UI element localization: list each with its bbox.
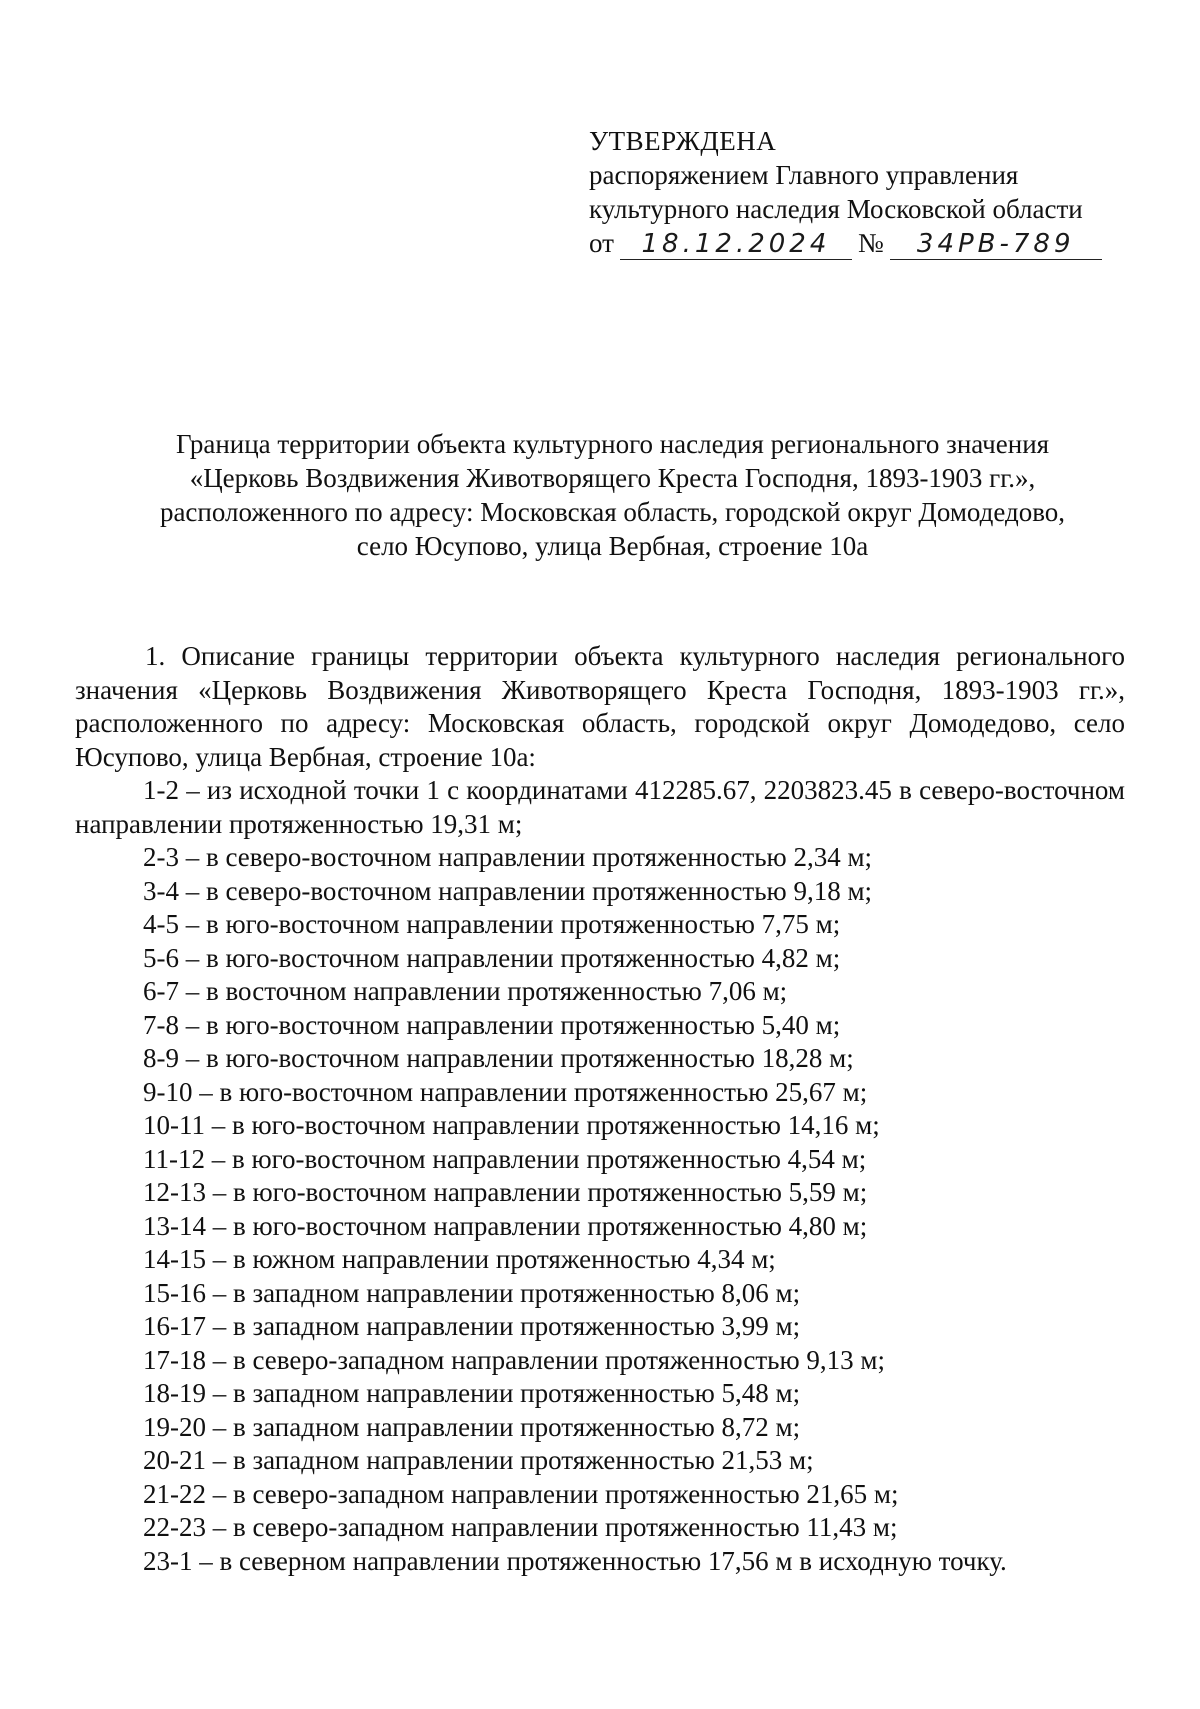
document-title — [120, 427, 1105, 563]
segment-item: 21-22 – в северо-западном направлении протяженностью 21,65 м; — [143, 1478, 899, 1509]
segment-list — [75, 774, 1125, 1578]
title-line-3: расположенного по адресу: Московская область, городской округ Домодедово, — [159, 497, 1066, 527]
title-line-1: Граница территории объекта культурного наследия регионального значения — [175, 429, 1050, 459]
title-line-2: «Церковь Воздвижения Животворящего Креста Господня, 1893-1903 гг.», — [189, 463, 1036, 493]
segment-item: 17-18 – в северо-западном направлении протяженностью 9,13 м; — [143, 1344, 885, 1375]
approval-line-2: культурного наследия Московской области — [589, 194, 1083, 224]
segment-item: 22-23 – в северо-западном направлении протяженностью 11,43 м; — [143, 1512, 898, 1542]
segment-item: 5-6 – в юго-восточном направлении протяженностью 4,82 м; — [143, 942, 841, 973]
segment-item: 13-14 – в юго-восточном направлении протяженностью 4,80 м; — [143, 1210, 868, 1241]
segment-item: 14-15 – в южном направлении протяженностью 4,34 м; — [143, 1244, 776, 1274]
section-intro: 1. Описание границы территории объекта культурного наследия регионального значения «Церковь Воздвижения Животворящего Креста Господня, 1893-1903 гг.», расположенного по адресу: Московская область, городской округ Домодедово, село Юсупово, улица Вербная, строение 10а: — [75, 641, 1125, 772]
segment-item: 7-8 – в юго-восточном направлении протяженностью 5,40 м; — [143, 1009, 841, 1040]
handwritten-number: 34РВ-789 — [890, 229, 1102, 260]
segment-item: 20-21 – в западном направлении протяженностью 21,53 м; — [143, 1445, 814, 1475]
segment-item: 19-20 – в западном направлении протяженностью 8,72 м; — [143, 1411, 801, 1442]
segment-item: 16-17 – в западном направлении протяженностью 3,99 м; — [143, 1311, 801, 1341]
approval-line-1: распоряжением Главного управления — [589, 160, 1019, 190]
segment-item: 3-4 – в северо-восточном направлении протяженностью 9,18 м; — [143, 875, 873, 906]
segment-item: 9-10 – в юго-восточном направлении протяженностью 25,67 м; — [143, 1076, 868, 1107]
approval-date-line — [589, 226, 1149, 266]
segment-item: 12-13 – в юго-восточном направлении протяженностью 5,59 м; — [143, 1177, 868, 1207]
title-line-4: село Юсупово, улица Вербная, строение 10а — [356, 531, 869, 561]
segment-item: 1-2 – из исходной точки 1 с координатами 412285.67, 2203823.45 в северо-восточном направлении протяженностью 19,31 м; — [75, 775, 1125, 839]
segment-item: 23-1 – в северном направлении протяженностью 17,56 м в исходную точку. — [143, 1545, 1007, 1576]
segment-item: 18-19 – в западном направлении протяженностью 5,48 м; — [143, 1378, 801, 1408]
handwritten-date: 18.12.2024 — [620, 229, 852, 260]
boundary-description — [75, 640, 1125, 1578]
segment-item: 11-12 – в юго-восточном направлении протяженностью 4,54 м; — [143, 1143, 867, 1174]
approval-heading: УТВЕРЖДЕНА — [589, 126, 777, 156]
segment-item: 2-3 – в северо-восточном направлении протяженностью 2,34 м; — [143, 842, 873, 872]
segment-item: 10-11 – в юго-восточном направлении протяженностью 14,16 м; — [143, 1110, 880, 1140]
segment-item: 8-9 – в юго-восточном направлении протяженностью 18,28 м; — [143, 1043, 854, 1073]
segment-item: 15-16 – в западном направлении протяженностью 8,06 м; — [143, 1277, 801, 1308]
number-label: № — [857, 228, 884, 258]
approval-block — [589, 124, 1149, 266]
from-label: от — [589, 228, 614, 258]
segment-item: 6-7 – в восточном направлении протяженностью 7,06 м; — [143, 976, 788, 1006]
segment-item: 4-5 – в юго-восточном направлении протяженностью 7,75 м; — [143, 909, 841, 939]
